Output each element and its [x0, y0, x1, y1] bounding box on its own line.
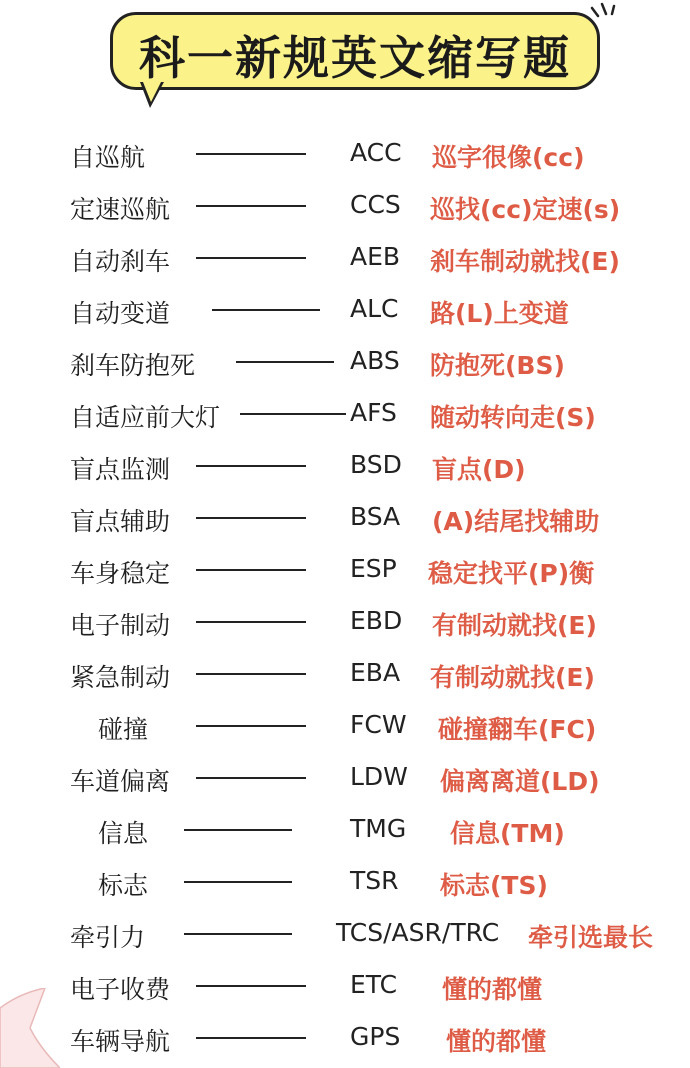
abbreviation: ETC [350, 970, 398, 999]
connector-line [184, 829, 292, 831]
memory-hint: 巡字很像(cc) [432, 143, 585, 172]
term-label: 标志 [98, 871, 149, 900]
memory-hint: 随动转向走(S) [430, 403, 596, 432]
abbreviation: TMG [350, 814, 407, 843]
title-banner [110, 12, 604, 94]
term-label: 自动刹车 [70, 247, 171, 276]
memory-hint: 路(L)上变道 [430, 299, 569, 328]
abbreviation: AFS [350, 398, 397, 427]
corner-decoration [0, 988, 60, 1068]
memory-hint: 刹车制动就找(E) [430, 247, 620, 276]
list-item [0, 648, 690, 700]
connector-line [196, 257, 306, 259]
list-item [0, 908, 690, 960]
list-item [0, 856, 690, 908]
list-item [0, 700, 690, 752]
memory-hint: 有制动就找(E) [432, 611, 597, 640]
term-label: 信息 [98, 819, 149, 848]
page-title: 科一新规英文缩写题 [139, 31, 571, 85]
connector-line [236, 361, 334, 363]
abbreviation: AEB [350, 242, 401, 271]
memory-hint: 信息(TM) [450, 819, 565, 848]
term-label: 盲点辅助 [70, 507, 171, 536]
connector-line [196, 205, 306, 207]
term-label: 盲点监测 [70, 455, 171, 484]
list-item [0, 388, 690, 440]
memory-hint: 懂的都懂 [442, 975, 543, 1004]
connector-line [196, 985, 306, 987]
connector-line [196, 621, 306, 623]
connector-line [196, 569, 306, 571]
memory-hint: 稳定找平(P)衡 [428, 559, 595, 588]
term-label: 牵引力 [70, 923, 146, 952]
list-item [0, 128, 690, 180]
term-label: 刹车防抱死 [70, 351, 196, 380]
abbreviation: FCW [350, 710, 407, 739]
memory-hint: (A)结尾找辅助 [432, 507, 600, 536]
term-label: 碰撞 [98, 715, 149, 744]
connector-line [184, 881, 292, 883]
abbreviation: ESP [350, 554, 397, 583]
connector-line [212, 309, 320, 311]
list-item [0, 180, 690, 232]
abbreviation: EBD [350, 606, 403, 635]
sparkle-icon [588, 0, 628, 20]
list-item [0, 960, 690, 1012]
term-label: 车身稳定 [70, 559, 171, 588]
term-label: 电子制动 [70, 611, 171, 640]
list-item [0, 440, 690, 492]
list-item [0, 492, 690, 544]
connector-line [240, 413, 346, 415]
term-label: 自巡航 [70, 143, 146, 172]
term-label: 车辆导航 [70, 1027, 171, 1056]
abbreviation-list [0, 128, 690, 1064]
memory-hint: 碰撞翻车(FC) [438, 715, 597, 744]
memory-hint: 标志(TS) [440, 871, 548, 900]
connector-line [196, 465, 306, 467]
connector-line [184, 933, 292, 935]
memory-hint: 有制动就找(E) [430, 663, 595, 692]
list-item [0, 232, 690, 284]
abbreviation: TCS/ASR/TRC [336, 918, 500, 947]
abbreviation: ABS [350, 346, 400, 375]
connector-line [196, 777, 306, 779]
memory-hint: 盲点(D) [432, 455, 526, 484]
term-label: 电子收费 [70, 975, 171, 1004]
connector-line [196, 1037, 306, 1039]
abbreviation: BSD [350, 450, 402, 479]
list-item [0, 596, 690, 648]
abbreviation: CCS [350, 190, 401, 219]
list-item [0, 336, 690, 388]
list-item [0, 752, 690, 804]
memory-hint: 牵引选最长 [528, 923, 654, 952]
abbreviation: ALC [350, 294, 399, 323]
abbreviation: LDW [350, 762, 408, 791]
term-label: 自适应前大灯 [70, 403, 221, 432]
memory-hint: 巡找(cc)定速(s) [430, 195, 621, 224]
list-item [0, 1012, 690, 1064]
memory-hint: 懂的都懂 [446, 1027, 547, 1056]
list-item [0, 284, 690, 336]
term-label: 车道偏离 [70, 767, 171, 796]
term-label: 定速巡航 [70, 195, 171, 224]
connector-line [196, 153, 306, 155]
connector-line [196, 517, 306, 519]
abbreviation: EBA [350, 658, 401, 687]
abbreviation: ACC [350, 138, 402, 167]
connector-line [196, 725, 306, 727]
connector-line [196, 673, 306, 675]
term-label: 紧急制动 [70, 663, 171, 692]
abbreviation: GPS [350, 1022, 401, 1051]
abbreviation: BSA [350, 502, 401, 531]
list-item [0, 544, 690, 596]
memory-hint: 防抱死(BS) [430, 351, 565, 380]
memory-hint: 偏离离道(LD) [440, 767, 600, 796]
term-label: 自动变道 [70, 299, 171, 328]
list-item [0, 804, 690, 856]
abbreviation: TSR [350, 866, 399, 895]
